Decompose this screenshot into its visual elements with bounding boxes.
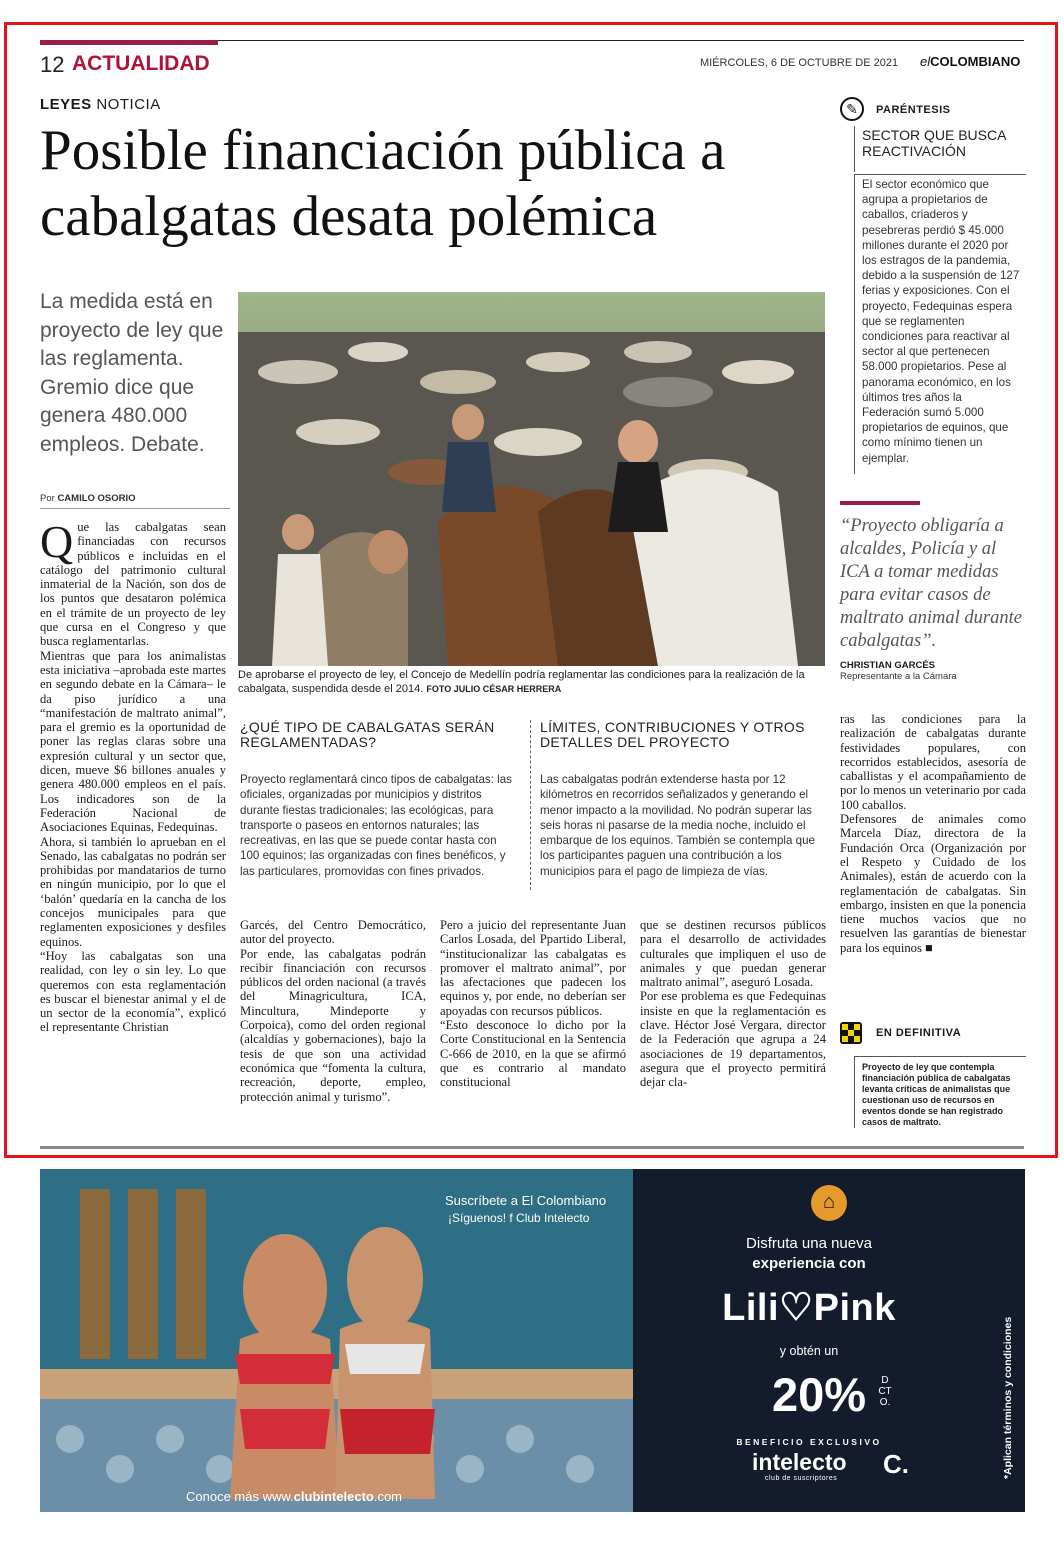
box-types-text: Proyecto reglamentará cinco tipos de cabalgatas: las oficiales, organizadas por municipios y distritos durante fiestas tradicionales; las ecológicas, para transporte o paseos en entornos naturales; las recreativas, en las que se puede contar hasta con 100 equinos; las organizadas con fines benéficos, y las particulares, promovidas con fines privados.: [240, 773, 512, 878]
ad-website-bold: clubintelecto: [293, 1489, 374, 1504]
kicker: [40, 96, 161, 113]
definitiva-text: Proyecto de ley que contempla financiación pública de cabalgatas levanta críticas de animalistas que cuestionan uso de recursos en eventos donde se han registrado casos de maltrato.: [862, 1062, 1011, 1127]
sidebar-text-border: [854, 174, 855, 474]
deck: La medida está en proyecto de ley que las reglamenta. Gremio dice que genera 480.000 empleos. Debate.: [40, 290, 224, 456]
box-limits: [530, 720, 818, 879]
masthead-name: COLOMBIANO: [930, 54, 1021, 69]
ad-benefit: BENEFICIO EXCLUSIVO: [736, 1437, 882, 1447]
page-bottom-rule: [40, 1146, 1024, 1149]
ad-legal: *Aplican términos y condiciones: [1002, 1316, 1014, 1479]
article-column-5: ras las condiciones para la realización de cabalgatas durante festividades populares, con recorridos establecidos, asesoría de caballistas y el acompañamiento de por lo menos un veterinario por cada 100 caballos. Defensores de animales como Marcela Díaz, directora de la Fundación Orca (Organización por el Respeto y Cuidado de los Animales), están de acuerdo con la reglamentación de cabalgatas. Sin embargo, insisten en que la ponencia tiene muchos vacíos que no resuelven las garantías de bienestar para los equinos ■: [840, 712, 1026, 955]
ad-follow-text: ¡Síguenos! f Club Intelecto: [448, 1211, 590, 1225]
page-number: 12: [40, 52, 65, 77]
dateline: MIÉRCOLES, 6 DE OCTUBRE DE 2021: [700, 57, 899, 69]
drop-cap: Q: [40, 516, 74, 567]
sidebar-text-rule: [854, 174, 1026, 175]
sidebar-title-rule: [854, 126, 855, 172]
byline: [40, 493, 136, 504]
definitiva-label: EN DEFINITIVA: [876, 1027, 962, 1039]
article-column-3: Pero a juicio del representante Juan Carlos Losada, del Ppartido Liberal, “institucionalizar las cabalgatas es promover el maltrato animal”, por las afectaciones que padecen los equinos y, por ende, no deberían ser apoyadas con recursos públicos. “Esto desconoce lo dicho por la Corte Constitucional en la Sentencia C-666 de 2010, en la que se afirmó que es contrario al mandato constitucional: [440, 918, 626, 1090]
article-column-2: Garcés, del Centro Democrático, autor del proyecto. Por ende, las cabalgatas podrán recibir financiación con recursos públicos del orden nacional (a través del Minagricultura, ICA, Mincultura, Mindeporte y Corpoica), como del orden regional (alcaldías y gobernaciones), bajo la tesis de que son una actividad económica que “fomenta la cultura, recreación, deporte, empleo, protección animal y turismo”.: [240, 918, 426, 1104]
quote-accent-bar: [840, 501, 920, 505]
masthead-el: el: [920, 54, 931, 69]
ad-website[interactable]: [186, 1489, 402, 1504]
ad-line-1: Disfruta una nueva: [746, 1235, 872, 1252]
byline-author: CAMILO OSORIO: [57, 493, 136, 504]
photo-credit: FOTO JULIO CÉSAR HERRERA: [426, 684, 562, 694]
photo-caption: [238, 668, 828, 696]
kicker-rest: NOTICIA: [96, 96, 161, 113]
photo-illustration: [238, 292, 825, 666]
definitiva-rule: [854, 1056, 1026, 1057]
section-accent-bar: [40, 40, 218, 45]
ad-intelecto-logo: intelecto: [752, 1449, 847, 1475]
ad-line-3: y obtén un: [779, 1344, 839, 1358]
box-types: [240, 720, 518, 879]
ad-brand-logo: Lili♡Pink: [722, 1287, 896, 1329]
definitiva-border: [854, 1056, 855, 1128]
box-limits-title: LÍMITES, CONTRIBUCIONES Y OTROS DETALLES DEL PROYECTO: [540, 719, 805, 750]
section-name: ACTUALIDAD: [72, 52, 210, 75]
ad-discount: 20%: [772, 1368, 867, 1421]
ad-website-pre: Conoce más www.: [186, 1489, 294, 1504]
sidebar-label: PARÉNTESIS: [876, 104, 951, 116]
ad-line-2: experiencia con: [752, 1255, 866, 1272]
box-types-title: ¿QUÉ TIPO DE CABALGATAS SERÁN REGLAMENTADAS?: [240, 719, 495, 750]
quote-author: CHRISTIAN GARCÉS: [840, 660, 936, 671]
article-column-4: que se destinen recursos públicos para el desarrollo de actividades culturales que impliquen el uso de animales y que puedan generar maltrato animal”, aseguró Losada. Por ese problema es que Fedequinas insiste en que la reglamentación es clave. Héctor José Vergara, director de la Federación que agrupa a 24 asociaciones de 19 departamentos, asegura que el proyecto permitirá dejar cla-: [640, 918, 826, 1090]
column-1-text: ue las cabalgatas sean financiadas con recursos públicos e incluidas en el catálogo del patrimonio cultural inmaterial de la Nación, son dos de los puntos que desataron polémica en el trámite de un proyecto de ley que cursa en el Congreso y que busca reglamentarlas. Mientras que para los animalistas esta iniciativa –aprobada este martes en segundo debate en la Cámara– le da piso jurídico a una “manifestación de maltrato animal”, para el gremio es la oportunidad de poner las reglas claras sobre una expresión cultural y un sector que, dicen, mueve $6 billones anuales y genera 480.000 empleos en el país. Los indicadores son de la Federación Nacional de Asociaciones Equinas, Fedequinas. Ahora, si también lo aprueban en el Senado, las cabalgatas no podrán ser prohibidas por mandatarios de turno en ningún municipio, por lo que el ‘balón’ quedaría en la cancha de los concejos municipales para que reglamenten exposiciones y desfiles equinos. “Hoy las cabalgatas son una realidad, con ley o sin ley. Lo que queremos con esta reglamentación es buscar el bienestar animal y el de un sector de la economía”, explicó el representante Christian: [40, 520, 226, 1035]
kicker-bold: LEYES: [40, 96, 92, 113]
masthead: [920, 54, 1020, 69]
ad-website-post: .com: [373, 1489, 403, 1504]
hanger-icon: ⌂: [811, 1185, 847, 1221]
pencil-icon: ✎: [840, 97, 864, 121]
headline: Posible financiación pública a cabalgatas desata polémica: [40, 119, 726, 248]
box-limits-text: Las cabalgatas podrán extenderse hasta por 12 kilómetros en recorridos señalizados y generando el menor impacto a la movilidad. No podrán superar las seis horas ni pasarse de la media noche, incluido el embarque de los equinos. También se contempla que los participantes paguen una contribución a los municipios para el pago de limpieza de vías.: [540, 773, 815, 878]
ad-dcto: DCTO.: [878, 1375, 892, 1408]
ad-club-text: club de suscriptores: [765, 1475, 838, 1482]
caption-text: De aprobarse el proyecto de ley, el Concejo de Medellín podría reglamentar las condiciones para la realización de la cabalgata, suspendida desde el 2014.: [238, 669, 805, 695]
cabalgata-photo: [238, 292, 825, 666]
ad-c-logo: C.: [883, 1449, 909, 1479]
quote-role: Representante a la Cámara: [840, 671, 957, 682]
pull-quote: “Proyecto obligaría a alcaldes, Policía y al ICA a tomar medidas para evitar casos de maltrato animal durante cabalgatas”.: [840, 516, 1022, 651]
sidebar-title: SECTOR QUE BUSCA REACTIVACIÓN: [862, 127, 1006, 159]
sidebar-text: El sector económico que agrupa a propietarios de caballos, criaderos y pesebreras perdió $ 45.000 millones durante el 2020 por los estragos de la pandemia, debido a la suspensión de 127 ferias y exposiciones. Con el proyecto, Fedequinas espera que se reglamenten condiciones para reactivar al sector al que pertenecen 58.000 propietarios. Pese al panorama económico, en los últimos tres años la Federación sumó 5.000 propietarios de equinos, que como mínimo tienen un ejemplar.: [862, 178, 1020, 465]
advertisement[interactable]: [40, 1169, 1025, 1512]
byline-prefix: Por: [40, 493, 55, 504]
ad-subscribe-text: Suscríbete a El Colombiano: [445, 1193, 607, 1208]
article-column-1: [40, 516, 226, 1035]
checker-icon: [840, 1022, 862, 1044]
byline-rule: [40, 508, 230, 509]
